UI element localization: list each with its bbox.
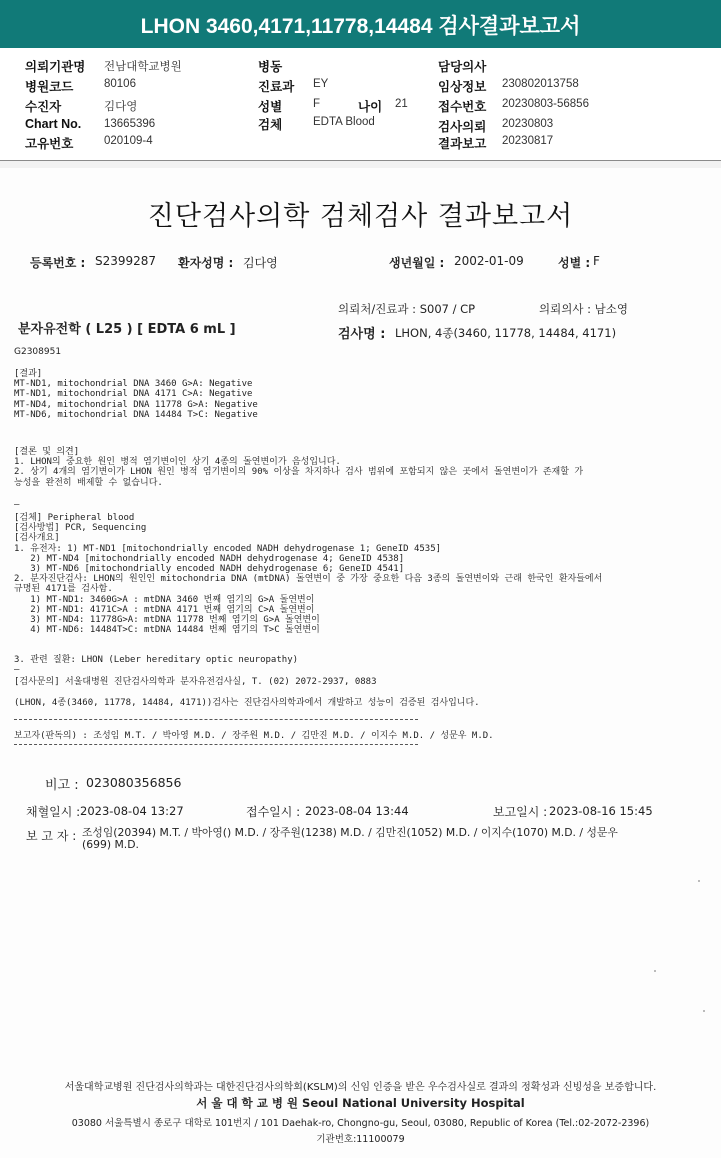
report-sex-value: F <box>593 254 600 268</box>
reporter-label: 보 고 자 : <box>26 829 77 843</box>
hospital-code-value: 80106 <box>104 78 136 90</box>
scan-speck <box>654 970 656 972</box>
scan-speck <box>703 1010 705 1012</box>
specimen-label: 검체 <box>258 118 283 132</box>
receipt-time-label: 접수일시 : <box>246 805 301 819</box>
physician-label: 담당의사 <box>438 60 487 74</box>
scan-speck <box>698 880 700 882</box>
sex-value: F <box>313 98 321 110</box>
collection-time-value: 2023-08-04 13:27 <box>80 804 184 818</box>
hospital-value: 전남대학교병원 <box>104 61 182 73</box>
dept-label: 진료과 <box>258 80 295 94</box>
hospital-address: 03080 서울특별시 종로구 대학로 101번지 / 101 Daehak-ro, Chongno-gu, Seoul, 03080, Republic of Korea (Tel.:02-2072-2396) <box>71 1118 650 1129</box>
receipt-no-label: 접수번호 <box>438 100 487 114</box>
dob-value: 2002-01-09 <box>454 254 524 268</box>
conclusion-block: [결론 및 의견] 1. LHON의 중요한 원인 병적 염기변이인 상기 4종의 돌연변이가 음성입니다. 2. 상기 4개의 염기변이가 LHON 원인 병적 염기변이의 90% 이상을 차지하나 검사 범위에 포함되지 않은 곳에서 돌연변이가 존재할 가 능성을 완전히 배제할 수 없습니다. <box>14 447 584 488</box>
test-name-value: LHON, 4종(3460, 11778, 14484, 4171) <box>395 326 617 340</box>
request-date-value: 20230803 <box>502 118 554 130</box>
result-date-value: 20230817 <box>502 135 554 147</box>
clinical-info-label: 임상정보 <box>438 80 487 94</box>
dob-label: 생년월일 : <box>389 256 445 270</box>
report-sex-label: 성별 : <box>558 256 591 270</box>
reg-no-value: S2399287 <box>95 254 157 268</box>
dashed-divider <box>14 719 418 720</box>
test-name-label: 검사명 : <box>338 327 386 342</box>
result-date-label: 결과보고 <box>438 137 487 151</box>
referral-doctor: 의뢰의사 : 남소영 <box>539 302 628 316</box>
disease-block: 3. 관련 질환: LHON (Leber hereditary optic neuropathy) — <box>14 655 299 676</box>
specimen-value: EDTA Blood <box>313 116 375 128</box>
remark-value: 023080356856 <box>86 775 182 790</box>
section-title: 분자유전학 ( L25 ) [ EDTA 6 mL ] <box>18 322 236 337</box>
certification-statement: 서울대학교병원 진단검사의학과는 대한진단검사의학회(KSLM)의 신임 인증을 받은 우수검사실로 결과의 정확성과 신빙성을 보증합니다. <box>64 1082 657 1093</box>
development-line: (LHON, 4종(3460, 11778, 14484, 4171))검사는 진단검사의학과에서 개발하고 성능이 검증된 검사입니다. <box>14 698 480 708</box>
inquiry-line: [검사문의] 서울대병원 진단검사의학과 분자유전검사실, T. (02) 2072-2937, 0883 <box>14 677 377 687</box>
receipt-no-value: 20230803-56856 <box>502 98 589 110</box>
unique-no-value: 020109-4 <box>104 135 153 147</box>
hospital-label: 의뢰기관명 <box>25 60 86 74</box>
age-label: 나이 <box>358 100 383 114</box>
hospital-name: 서 울 대 학 교 병 원 Seoul National University Hospital <box>196 1096 525 1110</box>
request-date-label: 검사의뢰 <box>438 120 487 134</box>
specimen-number: G2308951 <box>14 347 62 357</box>
patient-name-label: 환자성명 : <box>178 256 234 270</box>
chart-no-value: 13665396 <box>104 118 156 130</box>
reporter-value-cont: (699) M.D. <box>82 838 139 851</box>
patient-label: 수진자 <box>25 100 62 114</box>
patient-name-value: 김다영 <box>243 256 278 270</box>
request-info-header <box>0 48 721 160</box>
dashed-divider <box>14 744 418 745</box>
receipt-time-value: 2023-08-04 13:44 <box>305 804 409 818</box>
report-time-value: 2023-08-16 15:45 <box>549 804 653 818</box>
collection-time-label: 채혈일시 : <box>26 805 81 819</box>
report-title: 진단검사의학 검체검사 결과보고서 <box>147 201 574 232</box>
report-time-label: 보고일시 : <box>493 805 548 819</box>
sex-label: 성별 <box>258 100 283 114</box>
report-banner-title: LHON 3460,4171,11778,14484 검사결과보고서 <box>0 0 721 48</box>
reg-no-label: 등록번호 : <box>30 256 86 270</box>
referral-dept: 의뢰처/진료과 : S007 / CP <box>338 302 476 316</box>
clinical-info-value: 230802013758 <box>502 78 579 90</box>
method-block: [검체] Peripheral blood [검사방법] PCR, Sequencing [검사개요] 1. 유전자: 1) MT-ND1 [mitochondrially encoded NADH dehydrogenase 1; GeneID 4535] 2) MT-ND4 [mitochondrially encoded NADH dehydrogenase 4; GeneID 4538] 3) MT-ND6 [mitochondrially encoded NADH dehydrogenase 6; GeneID 4541] 2. 분자진단검사: LHON의 원인인 mitochondria DNA (mtDNA) 돌연변이 중 가장 중요한 다음 3종의 돌연변이와 근래 한국인 환자들에서 규명된 4171를 검사함. 1) MT-ND1: 3460G>A : mtDNA 3460 번째 염기의 G>A 돌연변이 2) MT-ND1: 4171C>A : mtDNA 4171 번째 염기의 C>A 돌연변이 3) MT-ND4: 11778G>A: mtDNA 11778 번째 염기의 G>A 돌연변이 4) MT-ND6: 14484T>C: mtDNA 14484 번째 염기의 T>C 돌연변이 <box>14 513 603 636</box>
reporter-value: 조성임(20394) M.T. / 박아영() M.D. / 장주원(1238) M.D. / 김만진(1052) M.D. / 이지수(1070) M.D. / 성문우 <box>82 826 618 839</box>
remark-label: 비고 : <box>45 778 79 793</box>
header-divider <box>0 160 721 161</box>
results-block: [결과] MT-ND1, mitochondrial DNA 3460 G>A: Negative MT-ND1, mitochondrial DNA 4171 C>A: Negative MT-ND4, mitochondrial DNA 11778 G>A: Negative MT-ND6, mitochondrial DNA 14484 T>C: Negative <box>14 369 258 420</box>
patient-value: 김다영 <box>104 101 138 113</box>
hospital-code-label: 병원코드 <box>25 80 74 94</box>
unique-no-label: 고유번호 <box>25 137 74 151</box>
chart-no-label: Chart No. <box>25 117 82 131</box>
age-value: 21 <box>395 98 408 110</box>
ward-label: 병동 <box>258 60 283 74</box>
institution-number: 기관번호:11100079 <box>316 1134 405 1145</box>
separator-dash: — <box>14 500 20 510</box>
dept-value: EY <box>313 78 329 90</box>
reporters-line: 보고자(판독의) : 조성임 M.T. / 박아영 M.D. / 장주원 M.D. / 김만진 M.D. / 이지수 M.D. / 성문우 M.D. <box>14 731 494 741</box>
